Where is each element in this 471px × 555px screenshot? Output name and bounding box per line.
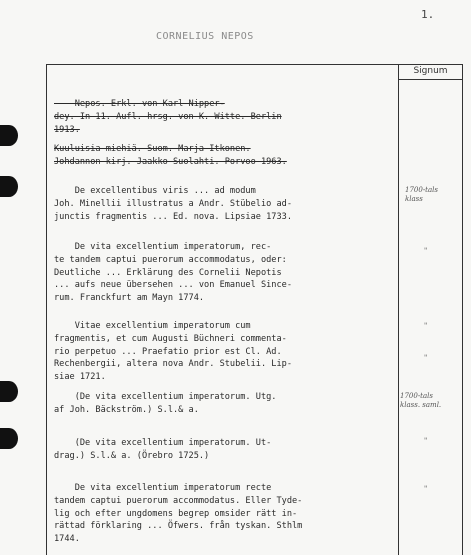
signum-ditto-mark: " <box>424 437 428 445</box>
signum-header-rule <box>398 79 463 80</box>
signum-ditto-mark: " <box>424 322 428 330</box>
signum-ditto-mark: " <box>424 354 428 362</box>
catalog-entry: Vitae excellentium imperatorum cum fragmentis, et cum Augusti Büchneri commenta- rio perpetuo ... Praefatio prior est Cl. Ad. Rechenbergii, altera nova Andr. Stubelii. Lip- siae 1721. <box>54 321 292 383</box>
punch-hole <box>0 428 18 449</box>
signum-column-header: Signum <box>413 66 448 76</box>
signum-ditto-mark: " <box>424 485 428 493</box>
catalog-entry: De vita excellentium imperatorum, rec- te tandem captui puerorum accommodatus, oder: Deutliche ... Erklärung des Cornelii Nepotis ... aufs neue übersehen ... von Emanuel Since- rum. Franckfurt am Mayn 1774. <box>54 242 292 304</box>
catalog-entry: (De vita excellentium imperatorum. Utg. af Joh. Bäckström.) S.l.& a. <box>54 392 277 415</box>
signum-column-divider <box>398 64 399 555</box>
table-left-rule <box>46 64 47 555</box>
catalog-entry: De excellentibus viris ... ad modum Joh. Minellii illustratus a Andr. Stübelio ad- junctis fragmentis ... Ed. nova. Lipsiae 1733. <box>54 186 292 222</box>
table-top-rule <box>46 64 463 65</box>
catalog-header-title: CORNELIUS NEPOS <box>156 31 254 42</box>
catalog-entry-struck: Kuuluisia miehiä. Suom. Marja Itkonen. Johdannon kirj. Jaakko Suolahti. Porvoo 1963. <box>54 144 287 167</box>
table-right-rule <box>462 64 463 555</box>
catalog-entry: (De vita excellentium imperatorum. Ut- drag.) S.l.& a. (Örebro 1725.) <box>54 438 272 461</box>
signum-note: 1700-tals klass <box>405 186 438 203</box>
punch-hole <box>0 381 18 402</box>
catalog-entry: De vita excellentium imperatorum recte tandem captui puerorum accommodatus. Eller Tyde- lig och efter ungdomens begrep omsider rätt in- rättad förklaring ... Öfwers. från tyskan. Sthlm 1744. <box>54 483 303 545</box>
catalog-entry-struck: Nepos. Erkl. von Karl Nipper- dey. In 11. Aufl. hrsg. von K. Witte. Berlin 1913. <box>54 99 282 135</box>
page-number: 1. <box>421 8 435 21</box>
punch-hole <box>0 176 18 197</box>
signum-ditto-mark: " <box>424 247 428 255</box>
signum-note: 1700-tals klass. saml. <box>400 392 442 409</box>
punch-hole <box>0 125 18 146</box>
